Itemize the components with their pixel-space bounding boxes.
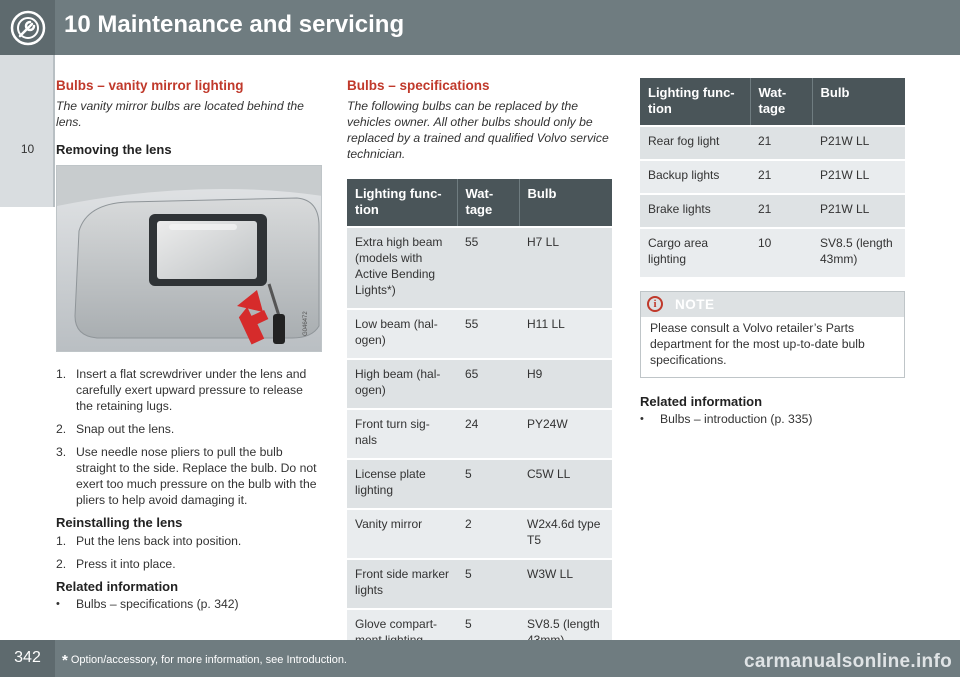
table-row [347, 227, 612, 309]
table-row [347, 409, 612, 459]
table-cell: H11 LL [519, 309, 612, 359]
table-cell: SV8.5 (length 43mm) [812, 228, 905, 277]
list-item: 2. Press it into place. [56, 557, 176, 571]
note-label: NOTE [675, 297, 715, 312]
table-row [640, 126, 905, 160]
table-cell: 5 [457, 559, 519, 609]
reinstalling-steps-list [56, 533, 322, 572]
related-info-list [56, 596, 322, 612]
list-item: 1. Insert a flat screwdriver under the lens and carefully exert upward pressure to release the retaining lugs. [56, 367, 307, 413]
table-cell: P21W LL [812, 126, 905, 160]
table-cell: 21 [750, 126, 812, 160]
column-header: Lighting func- tion [640, 78, 750, 126]
page-number: 342 [14, 649, 41, 666]
wrench-gear-icon [8, 8, 48, 48]
related-info-heading: Related information [56, 579, 179, 594]
section-intro: The vanity mirror bulbs are located behind the lens. [56, 99, 304, 129]
table-row [347, 359, 612, 409]
list-item: 3. Use needle nose pliers to pull the bulb straight to the side. Replace the bulb. Do not exert too much pressure on the bulb with the pliers to help avoid damaging it. [56, 445, 317, 507]
table-cell: P21W LL [812, 194, 905, 228]
removing-steps-list [56, 366, 322, 508]
table-cell: PY24W [519, 409, 612, 459]
table-row [347, 459, 612, 509]
list-item: 1. Put the lens back into position. [56, 534, 242, 548]
table-cell: H9 [519, 359, 612, 409]
table-cell: W2x4.6d type T5 [519, 509, 612, 559]
table-row [640, 228, 905, 277]
note-header [641, 292, 904, 317]
related-info-heading: Related information [640, 394, 763, 409]
table-cell: Vanity mirror [347, 509, 457, 559]
column-header: Lighting func- tion [347, 179, 457, 227]
table-cell: Extra high beam (models with Active Bending Lights*) [347, 227, 457, 309]
table-row [347, 309, 612, 359]
column-bulb-specs [347, 75, 612, 658]
column-header: Wat- tage [750, 78, 812, 126]
table-cell: W3W LL [519, 559, 612, 609]
image-code: G046472 [303, 311, 309, 336]
column-header: Bulb [519, 179, 612, 227]
table-cell: H7 LL [519, 227, 612, 309]
table-row [347, 509, 612, 559]
table-cell: 5 [457, 459, 519, 509]
table-header-row [347, 179, 612, 227]
page-header [0, 0, 960, 55]
table-cell: 55 [457, 227, 519, 309]
table-cell: Backup lights [640, 160, 750, 194]
table-row [347, 559, 612, 609]
note-box [640, 291, 905, 378]
table-cell: 24 [457, 409, 519, 459]
table-cell: 21 [750, 160, 812, 194]
table-cell: Rear fog light [640, 126, 750, 160]
info-icon: i [647, 296, 663, 312]
table-cell: Glove compart- [347, 609, 457, 658]
removing-heading: Removing the lens [56, 142, 172, 157]
section-title-specifications: Bulbs – specifications [347, 78, 490, 93]
chapter-title: 10 Maintenance and servicing [64, 11, 405, 38]
related-info-list [640, 411, 905, 427]
table-cell: High beam (hal- ogen) [347, 359, 457, 409]
table-cell: SV8.5 (length [519, 609, 612, 658]
table-row [640, 160, 905, 194]
bulb-spec-table-continued [640, 78, 905, 277]
table-header-row [640, 78, 905, 126]
column-header: Wat- tage [457, 179, 519, 227]
table-cell: Brake lights [640, 194, 750, 228]
column-bulb-specs-continued [640, 78, 905, 427]
related-link[interactable]: • Bulbs – introduction (p. 335) [640, 412, 813, 426]
footnote [62, 652, 347, 669]
table-cell: P21W LL [812, 160, 905, 194]
table-cell: Cargo area lighting [640, 228, 750, 277]
list-item: 2. Snap out the lens. [56, 422, 175, 436]
related-link[interactable]: • Bulbs – specifications (p. 342) [56, 597, 239, 611]
section-title-vanity-mirror: Bulbs – vanity mirror lighting [56, 78, 244, 93]
sun-visor-illustration [57, 166, 322, 352]
table-cell: C5W LL [519, 459, 612, 509]
table-cell: 55 [457, 309, 519, 359]
table-cell: 5 [457, 609, 519, 658]
table-cell: 2 [457, 509, 519, 559]
watermark: carmanualsonline.info [744, 651, 952, 672]
table-cell: 10 [750, 228, 812, 277]
table-cell: Front turn sig- nals [347, 409, 457, 459]
section-intro: The following bulbs can be replaced by the vehicles owner. All other bulbs should only be replaced by a trained and qualified Volvo service technician. [347, 99, 609, 161]
table-cell: Low beam (hal- ogen) [347, 309, 457, 359]
reinstalling-heading: Reinstalling the lens [56, 515, 183, 530]
table-cell: 65 [457, 359, 519, 409]
note-text: Please consult a Volvo retailer’s Parts department for the most up-to-date bulb specifications. [650, 321, 865, 367]
bulb-spec-table [347, 179, 612, 658]
table-row [640, 194, 905, 228]
table-cell: Front side marker lights [347, 559, 457, 609]
vanity-mirror-illustration [56, 165, 322, 352]
chapter-tab-number: 10 [20, 142, 35, 156]
column-vanity-mirror [56, 75, 322, 612]
table-cell: 21 [750, 194, 812, 228]
column-header: Bulb [812, 78, 905, 126]
chapter-icon-box [0, 0, 55, 55]
footnote-star: * [62, 652, 68, 669]
chapter-side-tab [0, 55, 55, 207]
table-cell: License plate lighting [347, 459, 457, 509]
footnote-text: Option/accessory, for more information, see Introduction. [70, 654, 347, 666]
